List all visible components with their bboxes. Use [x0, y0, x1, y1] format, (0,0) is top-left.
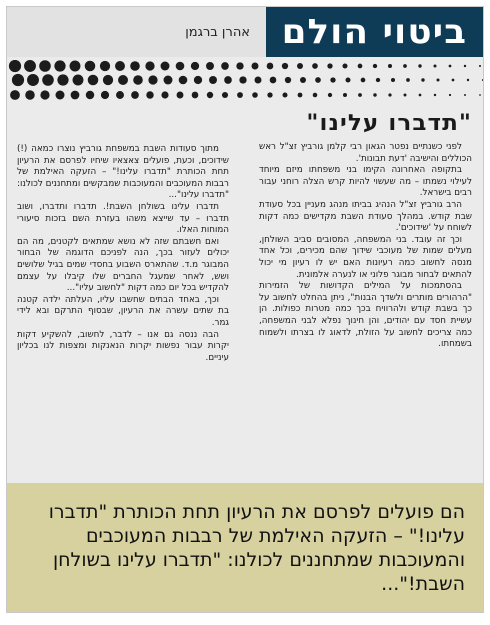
dot [71, 91, 80, 100]
paragraph: תדברו עלינו בשולחן השבת!. תדברו ותדברו, ושוב תדברו – עד שייצא משהו בעזרת השם בזכות סיעורי המוחות האלו. [17, 201, 229, 236]
dot [418, 64, 421, 67]
dot [206, 62, 214, 70]
dot [133, 75, 143, 85]
dot [313, 93, 318, 98]
dot [237, 92, 243, 98]
dot [131, 91, 139, 99]
dot [146, 91, 153, 98]
dot [86, 91, 94, 99]
section-banner [266, 7, 483, 57]
paragraph: הבה ננסה גם אנו – לדבר, לחשוב, להשקיע דקות יקרות עבור נפשות יקרות הנאנקות ומצפות לנו בכליון עיניים. [17, 329, 229, 363]
paragraph: וכך, באחד הבתים שחשבו עליו, העלתה ילדה קטנה בת שתים עשרה את הרעיון, שבסוף התרקם ובא לידי גמר. [17, 294, 229, 328]
paragraph: בהסתמכות על המילים הקדושות של הזמירות "הרהורים מותרים ולשדך הבנות", ניתן בהחלט לחשוב על כך בשבת קודש ולהרוויח בכך כמה מטרות כפולות. הן עשיית חסד עם יהודים, והן חינוך נפלא לבני המשפחה, כמה צריכים לחשוב על הזולת, לדאוג לו בצרתו ולשמוח בשמחתו. [259, 281, 472, 350]
dot [252, 63, 259, 70]
dot [282, 63, 288, 69]
paragraph: בתקופה האחרונה הקימו בני משפחתו מיזם מיוחד לעילוי נשמתו – מה שעשוי להיות קרש הצלה רוחני עבור רבים בישראל. [259, 165, 472, 199]
article-headline: "תדברו עלינו" [306, 111, 472, 136]
dot [267, 92, 272, 97]
dot [342, 63, 347, 68]
dot [12, 74, 24, 86]
dot [330, 77, 335, 82]
dot [27, 74, 39, 86]
dot [358, 64, 363, 69]
dot [10, 90, 20, 100]
dot [297, 63, 303, 69]
dot [315, 77, 321, 83]
paragraph: מתוך סעודות השבת במשפחת גורביץ נוצרו כמאה (!) שידוכים, וכעת, פועלים צאצאיו שיחיו לפרסם את הרעיון תחת הכותרת "תדברו עלינו!" – הזעקה האילמת של רבבות המעוכבים והמעוכבות שמבקשים ומתחננים לכולנו: "תדברו עלינו"... [17, 144, 229, 201]
dot [221, 62, 229, 70]
header [7, 7, 483, 57]
dot [343, 93, 347, 97]
dot [9, 60, 21, 72]
dot [42, 74, 54, 86]
dot [191, 62, 199, 70]
dot [328, 93, 332, 97]
article-page [6, 6, 484, 613]
dot [130, 61, 140, 71]
dot [70, 61, 81, 72]
dot [118, 75, 128, 85]
dot [434, 94, 436, 96]
pull-quote: הם פועלים לפרסם את הרעיון תחת הכותרת "תדברו עלינו!" – הזעקה האילמת של רבבות המעוכבים והמעוכבות שמתחננים לכולנו: "תדברו עלינו בשולחן השבת!"... [48, 500, 465, 595]
article-body [17, 110, 472, 472]
dot [24, 60, 36, 72]
dot [207, 92, 213, 98]
dot [449, 94, 451, 96]
dot [222, 92, 228, 98]
dot [239, 76, 246, 83]
dot [103, 75, 113, 85]
decorative-dot-pattern [7, 60, 483, 106]
dot [255, 77, 262, 84]
dot [236, 62, 243, 69]
dot [391, 78, 395, 82]
dot [194, 76, 202, 84]
dot [164, 76, 173, 85]
dot [148, 75, 157, 84]
dot [373, 64, 377, 68]
dot [57, 74, 68, 85]
author-box [7, 7, 266, 57]
dot [176, 62, 185, 71]
dot [54, 60, 65, 71]
dot [300, 77, 306, 83]
dot [285, 77, 291, 83]
dot [101, 91, 109, 99]
dot [39, 60, 51, 72]
pull-quote-box [7, 483, 483, 612]
dot [145, 61, 154, 70]
dot [464, 65, 466, 67]
dot [25, 90, 35, 100]
dot [298, 93, 303, 98]
dot [436, 78, 439, 81]
dot [361, 78, 366, 83]
dot [388, 93, 391, 96]
dot [376, 78, 380, 82]
dot [56, 91, 65, 100]
paragraph: וכך זה עובד. בני המשפחה, המסובים סביב השולחן, מעלים שמות של מעוכבי שידוך שהם מכירים, וכל אחד מנסה לחשוב כמה רעיונות האם יש לו רעיון מי יכול להתאים לבחור מבוגר פלוני או לנערה אלמונית. [259, 234, 472, 280]
dot [224, 76, 232, 84]
dot [404, 94, 407, 97]
dot [88, 75, 99, 86]
dot [403, 64, 407, 68]
dot [252, 92, 258, 98]
paragraph: לפני כשנתיים נפטר הגאון רבי קלמן גורביץ זצ"ל ראש הכוללים והישיבה 'דעת תבונות'. [259, 142, 472, 164]
dot [161, 91, 168, 98]
dot [406, 78, 410, 82]
dot [358, 93, 362, 97]
dot [116, 91, 124, 99]
dot [373, 93, 376, 96]
dot [433, 64, 436, 67]
dot [270, 77, 277, 84]
article-column-right [259, 110, 472, 351]
dot [452, 79, 455, 82]
dot [209, 76, 217, 84]
dot [115, 61, 125, 71]
dot [192, 92, 199, 99]
dot [345, 77, 350, 82]
author-name: אהרן ברגמן [185, 24, 250, 40]
dot [85, 61, 96, 72]
dot [419, 94, 422, 97]
dot [100, 61, 110, 71]
paragraph: ואם חשבתם שזה לא נושא שמתאים לקטנים, מה הם יכולים לעזור בכך, הנה לפניכם הדוגמה של הבחור המבוגר מ.ד. שהתארס השבוע בחסדי שמים בגיל שלושים ושש, לאחר שמעגל החברים שלו קיבלו על עצמם להקדיש בכל יום כמה דקות "לחשוב עליו"... [17, 236, 229, 294]
dot [282, 92, 287, 97]
dot [327, 63, 332, 68]
dot [467, 79, 469, 81]
dot [479, 94, 481, 96]
dot [161, 62, 170, 71]
dot [73, 75, 84, 86]
dot [479, 65, 481, 67]
dot [267, 63, 274, 70]
dot [449, 65, 452, 68]
dot [482, 79, 483, 81]
dot [421, 78, 424, 81]
article-column-left [17, 144, 229, 364]
paragraph: הרב גורביץ זצ"ל הנהיג בביתו מנהג מעניין בכל סעודת שבת קודש. במהלך סעודת השבת מקדישים כמה דקות לשוחח על 'שידוכים'. [259, 199, 472, 234]
dot [464, 94, 466, 96]
dot [312, 63, 318, 69]
dot [40, 90, 49, 99]
dot [388, 64, 392, 68]
dot [179, 76, 188, 85]
dot [177, 92, 184, 99]
section-title: ביטוי הולם [281, 12, 468, 52]
